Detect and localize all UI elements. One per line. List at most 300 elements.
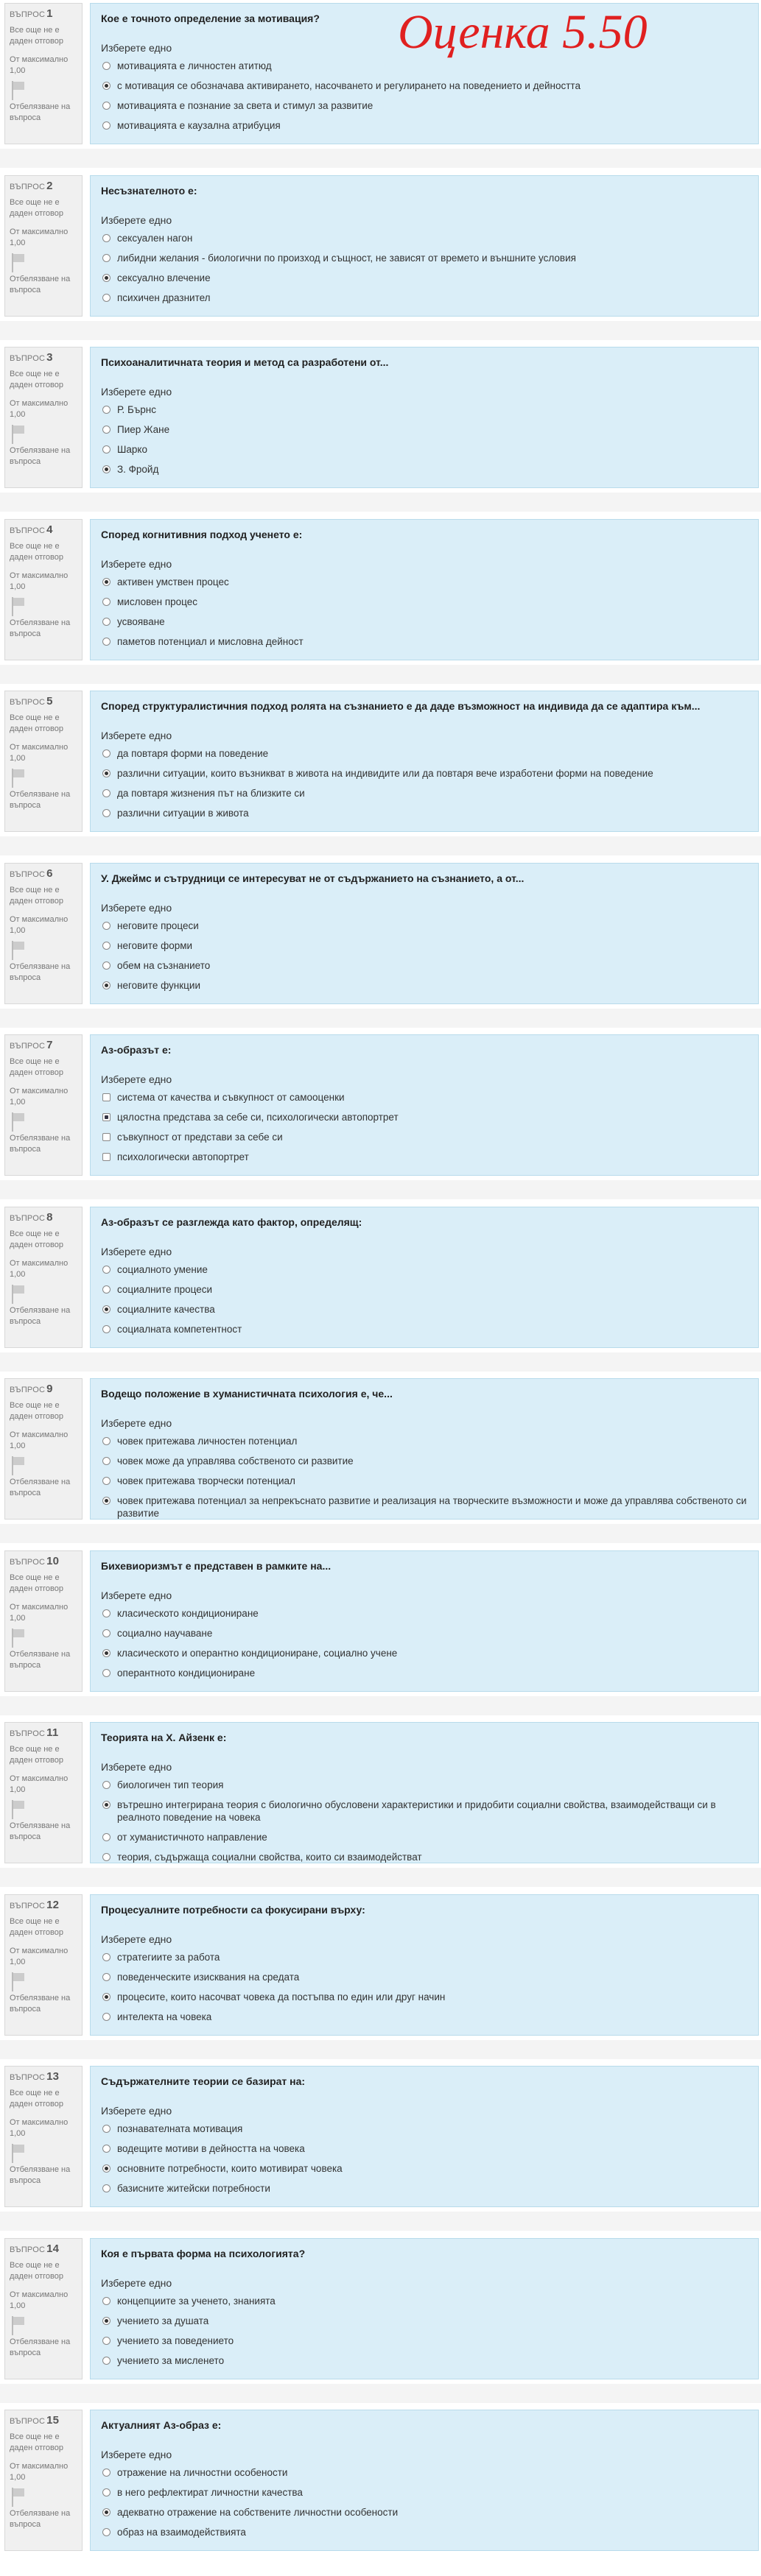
answer-list xyxy=(101,2466,748,2538)
question-number xyxy=(10,1727,77,1740)
flag-question-link[interactable]: Отбелязване на въпроса xyxy=(10,790,71,810)
radio-button[interactable] xyxy=(102,578,111,586)
question-max-grade: От максимално 1,00 xyxy=(10,2290,69,2310)
question-state: Все още не е даден отговор xyxy=(10,1057,63,1077)
answer-list xyxy=(101,1091,748,1163)
question-text: Според структуралистичния подход ролята на съзнанието е да даде възможност на индивида да се адаптира към... xyxy=(101,700,701,712)
question-number xyxy=(10,1040,77,1052)
answer-prompt: Изберете едно xyxy=(101,42,172,54)
answer-option[interactable] xyxy=(101,2142,748,2155)
question-separator xyxy=(0,1524,761,1543)
flag-icon[interactable] xyxy=(10,1628,26,1648)
answer-label: неговите процеси xyxy=(117,920,199,931)
radio-button[interactable] xyxy=(102,102,111,110)
flag-question-link[interactable]: Отбелязване на въпроса xyxy=(10,2165,71,2185)
answer-prompt: Изберете едно xyxy=(101,386,172,398)
answer-list xyxy=(101,1263,748,1335)
radio-button[interactable] xyxy=(102,274,111,282)
answer-option[interactable] xyxy=(101,2466,748,2479)
radio-button[interactable] xyxy=(102,1853,111,1861)
question-max-grade: От максимално 1,00 xyxy=(10,1947,69,1966)
answer-option[interactable] xyxy=(101,2122,748,2135)
answer-option[interactable] xyxy=(101,615,748,628)
answer-label: различни ситуации, които възникват в живота на индивидите или да повтаря вече изработени форми на поведение xyxy=(117,768,653,779)
flag-question-link[interactable]: Отбелязване на въпроса xyxy=(10,446,71,466)
answer-label: усвояване xyxy=(117,616,165,627)
answer-label: човек притежава потенциал за непрекъснато развитие и реализация на творческите възможности и може да управлява собственото си развитие xyxy=(117,1495,747,1519)
question-text: Кое е точното определение за мотивация? xyxy=(101,13,320,24)
answer-label: психологически автопортрет xyxy=(117,1151,249,1162)
answer-list xyxy=(101,1951,748,2023)
question-text: Теорията на Х. Айзенк е: xyxy=(101,1732,227,1743)
radio-button[interactable] xyxy=(102,1305,111,1313)
question-7 xyxy=(0,1031,761,1179)
radio-button[interactable] xyxy=(102,2528,111,2536)
radio-button[interactable] xyxy=(102,1266,111,1274)
question-9 xyxy=(0,1375,761,1522)
flag-question-link[interactable]: Отбелязване на въпроса xyxy=(10,1650,71,1670)
answer-prompt: Изберете едно xyxy=(101,730,172,741)
answer-prompt: Изберете едно xyxy=(101,558,172,570)
radio-button[interactable] xyxy=(102,1477,111,1485)
answer-prompt: Изберете едно xyxy=(101,2277,172,2289)
radio-button[interactable] xyxy=(102,426,111,434)
answer-option[interactable] xyxy=(101,2162,748,2175)
question-number xyxy=(10,2415,77,2427)
radio-button[interactable] xyxy=(102,769,111,777)
flag-icon[interactable] xyxy=(10,2144,26,2163)
answer-label: сексуално влечение xyxy=(117,272,211,283)
question-number-value: 10 xyxy=(46,1555,60,1567)
answer-label: адекватно отражение на собствените личностни особености xyxy=(117,2507,399,2518)
answer-option[interactable] xyxy=(101,2506,748,2519)
answer-label: оперантното кондициониране xyxy=(117,1668,256,1679)
flag-question-link[interactable]: Отбелязване на въпроса xyxy=(10,1306,71,1326)
radio-button[interactable] xyxy=(102,62,111,70)
flag-icon[interactable] xyxy=(10,2488,26,2507)
answer-option[interactable] xyxy=(101,1851,748,1863)
question-text: Съдържателните теории се базират на: xyxy=(101,2075,306,2087)
radio-button[interactable] xyxy=(102,234,111,242)
radio-button[interactable] xyxy=(102,2337,111,2345)
answer-option[interactable] xyxy=(101,1667,748,1679)
radio-button[interactable] xyxy=(102,1801,111,1809)
flag-icon[interactable] xyxy=(10,1972,26,1991)
question-number-value: 15 xyxy=(46,2414,60,2427)
answer-option[interactable] xyxy=(101,807,748,819)
answer-label: социално научаване xyxy=(117,1628,213,1639)
answer-option[interactable] xyxy=(101,576,748,588)
answer-label: сексуален нагон xyxy=(117,233,193,244)
question-13 xyxy=(0,2063,761,2210)
radio-button[interactable] xyxy=(102,809,111,817)
question-content xyxy=(90,691,759,832)
radio-button[interactable] xyxy=(102,121,111,130)
answer-label: водещите мотиви в дейността на човека xyxy=(117,2143,305,2154)
answer-label: учението за душата xyxy=(117,2315,209,2326)
answer-label: З. Фройд xyxy=(117,464,159,475)
question-number xyxy=(10,352,77,364)
question-max-grade: От максимално 1,00 xyxy=(10,915,69,935)
answer-option[interactable] xyxy=(101,1831,748,1843)
flag-question-link[interactable]: Отбелязване на въпроса xyxy=(10,2337,71,2357)
question-content xyxy=(90,1550,759,1692)
question-separator xyxy=(0,1180,761,1199)
question-number-value: 4 xyxy=(46,523,53,536)
question-state: Все още не е даден отговор xyxy=(10,2089,63,2109)
flag-question-link[interactable]: Отбелязване на въпроса xyxy=(10,102,71,122)
radio-button[interactable] xyxy=(102,445,111,454)
answer-prompt: Изберете едно xyxy=(101,1589,172,1601)
answer-list xyxy=(101,232,748,304)
question-max-grade: От максимално 1,00 xyxy=(10,55,69,75)
radio-button[interactable] xyxy=(102,1093,111,1101)
question-state: Все още не е даден отговор xyxy=(10,1229,63,1249)
question-text: У. Джеймс и сътрудници се интересуват не от съдържанието на съзнанието, а от... xyxy=(101,872,525,884)
question-content xyxy=(90,175,759,317)
question-word: ВЪПРОС xyxy=(10,698,46,707)
answer-option[interactable] xyxy=(101,959,748,972)
flag-icon[interactable] xyxy=(10,1800,26,1819)
flag-icon[interactable] xyxy=(10,425,26,444)
question-number xyxy=(10,1899,77,1912)
answer-prompt: Изберете едно xyxy=(101,1933,172,1945)
radio-button[interactable] xyxy=(102,1325,111,1333)
answer-option[interactable] xyxy=(101,2295,748,2307)
answer-prompt: Изберете едно xyxy=(101,1761,172,1773)
question-text: Коя е първата форма на психологията? xyxy=(101,2248,306,2259)
radio-button[interactable] xyxy=(102,2013,111,2021)
radio-button[interactable] xyxy=(102,1953,111,1961)
question-number-value: 1 xyxy=(46,7,53,20)
flag-icon[interactable] xyxy=(10,2316,26,2335)
question-separator xyxy=(0,2384,761,2403)
answer-option[interactable] xyxy=(101,1951,748,1963)
answer-label: мотивацията е познание за света и стимул за развитие xyxy=(117,100,374,111)
radio-button[interactable] xyxy=(102,1497,111,1505)
radio-button[interactable] xyxy=(102,638,111,646)
question-info-panel xyxy=(4,3,83,144)
question-word: ВЪПРОС xyxy=(10,526,46,535)
radio-button[interactable] xyxy=(102,2508,111,2516)
question-max-grade: От максимално 1,00 xyxy=(10,571,69,591)
question-content xyxy=(90,1722,759,1863)
flag-icon[interactable] xyxy=(10,1285,26,1304)
answer-label: отражение на личностни особености xyxy=(117,2467,288,2478)
radio-button[interactable] xyxy=(102,922,111,930)
question-info-panel xyxy=(4,347,83,488)
question-text: Психоаналитичната теория и метод са разработени от... xyxy=(101,356,389,368)
question-max-grade: От максимално 1,00 xyxy=(10,1430,69,1450)
question-number xyxy=(10,868,77,881)
question-state: Все още не е даден отговор xyxy=(10,1401,63,1421)
question-info-panel xyxy=(4,519,83,660)
answer-option[interactable] xyxy=(101,1971,748,1983)
answer-prompt: Изберете едно xyxy=(101,214,172,226)
answer-label: Шарко xyxy=(117,444,147,455)
answer-option[interactable] xyxy=(101,292,748,304)
answer-option[interactable] xyxy=(101,1475,748,1487)
answer-label: да повтаря жизнения път на близките си xyxy=(117,788,305,799)
answer-label: съвкупност от представи за себе си xyxy=(117,1132,283,1143)
radio-button[interactable] xyxy=(102,2145,111,2153)
question-separator xyxy=(0,2040,761,2059)
answer-label: Р. Бърнс xyxy=(117,404,156,415)
answer-option[interactable] xyxy=(101,787,748,800)
answer-option[interactable] xyxy=(101,232,748,244)
radio-button[interactable] xyxy=(102,1781,111,1789)
radio-button[interactable] xyxy=(102,1609,111,1617)
answer-option[interactable] xyxy=(101,1647,748,1659)
question-number-value: 7 xyxy=(46,1039,53,1051)
question-number-value: 13 xyxy=(46,2070,60,2083)
question-number-value: 8 xyxy=(46,1211,53,1224)
question-text: Процесуалните потребности са фокусирани върху: xyxy=(101,1904,365,1916)
radio-button[interactable] xyxy=(102,598,111,606)
question-info-panel xyxy=(4,691,83,832)
answer-option[interactable] xyxy=(101,272,748,284)
flag-question-link[interactable]: Отбелязване на въпроса xyxy=(10,275,71,294)
question-separator xyxy=(0,665,761,684)
flag-question-link[interactable]: Отбелязване на въпроса xyxy=(10,1994,71,2014)
answer-label: от хуманистичното направление xyxy=(117,1832,267,1843)
answer-option[interactable] xyxy=(101,2315,748,2327)
answer-label: в него рефлектират личностни качества xyxy=(117,2487,303,2498)
flag-icon[interactable] xyxy=(10,253,26,272)
flag-question-link[interactable]: Отбелязване на въпроса xyxy=(10,618,71,638)
answer-option[interactable] xyxy=(101,1263,748,1276)
radio-button[interactable] xyxy=(102,1669,111,1677)
question-number-value: 3 xyxy=(46,351,53,364)
flag-question-link[interactable]: Отбелязване на въпроса xyxy=(10,1478,71,1497)
question-state: Все още не е даден отговор xyxy=(10,886,63,906)
answer-list xyxy=(101,1607,748,1679)
answer-option[interactable] xyxy=(101,1303,748,1316)
answer-prompt: Изберете едно xyxy=(101,1073,172,1085)
radio-button[interactable] xyxy=(102,1133,111,1141)
question-max-grade: От максимално 1,00 xyxy=(10,227,69,247)
flag-icon[interactable] xyxy=(10,1112,26,1132)
answer-label: стратегиите за работа xyxy=(117,1952,220,1963)
flag-icon[interactable] xyxy=(10,941,26,960)
question-info-panel xyxy=(4,175,83,317)
question-content xyxy=(90,519,759,660)
question-number xyxy=(10,8,77,21)
flag-question-link[interactable]: Отбелязване на въпроса xyxy=(10,2509,71,2529)
answer-option[interactable] xyxy=(101,939,748,952)
question-number xyxy=(10,180,77,193)
radio-button[interactable] xyxy=(102,961,111,970)
answer-option[interactable] xyxy=(101,1435,748,1447)
radio-button[interactable] xyxy=(102,2469,111,2477)
question-number xyxy=(10,524,77,537)
question-separator xyxy=(0,1009,761,1028)
radio-button[interactable] xyxy=(102,2164,111,2173)
answer-option[interactable] xyxy=(101,463,748,476)
radio-button[interactable] xyxy=(102,1649,111,1657)
radio-button[interactable] xyxy=(102,2317,111,2325)
question-max-grade: От максимално 1,00 xyxy=(10,1603,69,1623)
question-info-panel xyxy=(4,863,83,1004)
radio-button[interactable] xyxy=(102,465,111,473)
answer-list xyxy=(101,2122,748,2195)
question-separator xyxy=(0,493,761,512)
answer-option[interactable] xyxy=(101,2486,748,2499)
answer-label: познавателната мотивация xyxy=(117,2123,243,2134)
question-word: ВЪПРОС xyxy=(10,1902,46,1910)
flag-icon[interactable] xyxy=(10,1456,26,1475)
answer-option[interactable] xyxy=(101,2354,748,2367)
question-14 xyxy=(0,2235,761,2382)
answer-option[interactable] xyxy=(101,443,748,456)
radio-button[interactable] xyxy=(102,2488,111,2496)
radio-button[interactable] xyxy=(102,294,111,302)
answer-label: човек притежава личностен потенциал xyxy=(117,1436,298,1447)
answer-option[interactable] xyxy=(101,403,748,416)
question-8 xyxy=(0,1204,761,1351)
question-separator xyxy=(0,2212,761,2231)
question-info-panel xyxy=(4,1722,83,1863)
answer-option[interactable] xyxy=(101,99,748,112)
answer-label: цялостна представа за себе си, психологически автопортрет xyxy=(117,1112,399,1123)
answer-option[interactable] xyxy=(101,1627,748,1640)
answer-option[interactable] xyxy=(101,2182,748,2195)
question-separator xyxy=(0,1696,761,1715)
radio-button[interactable] xyxy=(102,1993,111,2001)
radio-button[interactable] xyxy=(102,2184,111,2192)
radio-button[interactable] xyxy=(102,82,111,90)
radio-button[interactable] xyxy=(102,749,111,758)
question-info-panel xyxy=(4,1378,83,1520)
answer-option[interactable] xyxy=(101,635,748,648)
answer-option[interactable] xyxy=(101,1283,748,1296)
question-text: Актуалният Аз-образ е: xyxy=(101,2419,222,2431)
radio-button[interactable] xyxy=(102,1457,111,1465)
flag-question-link[interactable]: Отбелязване на въпроса xyxy=(10,962,71,982)
answer-label: класическото и оперантно кондициониране, социално учене xyxy=(117,1648,398,1659)
answer-list xyxy=(101,1779,748,1863)
answer-label: социалните процеси xyxy=(117,1284,213,1295)
question-number-value: 12 xyxy=(46,1899,60,1911)
answer-option[interactable] xyxy=(101,252,748,264)
radio-button[interactable] xyxy=(102,406,111,414)
question-content xyxy=(90,2410,759,2551)
question-content xyxy=(90,2238,759,2379)
question-word: ВЪПРОС xyxy=(10,1214,46,1223)
question-word: ВЪПРОС xyxy=(10,2073,46,2082)
radio-button[interactable] xyxy=(102,1629,111,1637)
answer-prompt: Изберете едно xyxy=(101,1417,172,1429)
question-content xyxy=(90,1034,759,1176)
flag-icon[interactable] xyxy=(10,81,26,100)
radio-button[interactable] xyxy=(102,254,111,262)
radio-button[interactable] xyxy=(102,2297,111,2305)
answer-label: система от качества и съвкупност от самооценки xyxy=(117,1092,345,1103)
answer-label: различни ситуации в живота xyxy=(117,808,249,819)
flag-question-link[interactable]: Отбелязване на въпроса xyxy=(10,1134,71,1154)
question-text: Бихевиоризмът е представен в рамките на... xyxy=(101,1560,332,1572)
question-number-value: 11 xyxy=(46,1726,59,1739)
answer-option[interactable] xyxy=(101,1779,748,1791)
radio-button[interactable] xyxy=(102,981,111,989)
answer-option[interactable] xyxy=(101,1799,748,1824)
question-10 xyxy=(0,1548,761,1695)
radio-button[interactable] xyxy=(102,1973,111,1981)
radio-button[interactable] xyxy=(102,789,111,797)
radio-button[interactable] xyxy=(102,942,111,950)
answer-label: учението за поведението xyxy=(117,2335,234,2346)
question-number xyxy=(10,696,77,708)
question-word: ВЪПРОС xyxy=(10,183,46,191)
answer-option[interactable] xyxy=(101,1607,748,1620)
question-word: ВЪПРОС xyxy=(10,10,46,19)
answer-option[interactable] xyxy=(101,1091,748,1104)
answer-option[interactable] xyxy=(101,119,748,132)
answer-option[interactable] xyxy=(101,1323,748,1335)
question-info-panel xyxy=(4,1894,83,2036)
radio-button[interactable] xyxy=(102,1833,111,1841)
answer-list xyxy=(101,1435,748,1520)
question-text: Несъзнателното е: xyxy=(101,185,197,197)
question-separator xyxy=(0,1868,761,1887)
question-text: Водещо положение в хуманистичната психология е, че... xyxy=(101,1388,393,1400)
answer-option[interactable] xyxy=(101,1131,748,1143)
answer-option[interactable] xyxy=(101,80,748,92)
question-content xyxy=(90,347,759,488)
radio-button[interactable] xyxy=(102,1285,111,1294)
answer-option[interactable] xyxy=(101,767,748,780)
flag-icon[interactable] xyxy=(10,597,26,616)
answer-option[interactable] xyxy=(101,596,748,608)
answer-label: биологичен тип теория xyxy=(117,1779,224,1790)
answer-prompt: Изберете едно xyxy=(101,2449,172,2460)
question-max-grade: От максимално 1,00 xyxy=(10,743,69,763)
radio-button[interactable] xyxy=(102,618,111,626)
answer-option[interactable] xyxy=(101,1455,748,1467)
radio-button[interactable] xyxy=(102,1153,111,1161)
answer-option[interactable] xyxy=(101,1111,748,1123)
answer-option[interactable] xyxy=(101,423,748,436)
question-number xyxy=(10,1556,77,1568)
radio-button[interactable] xyxy=(102,1437,111,1445)
answer-label: обем на съзнанието xyxy=(117,960,211,971)
answer-option[interactable] xyxy=(101,747,748,760)
question-state: Все още не е даден отговор xyxy=(10,26,63,46)
radio-button[interactable] xyxy=(102,2125,111,2133)
answer-option[interactable] xyxy=(101,1151,748,1163)
answer-option[interactable] xyxy=(101,2335,748,2347)
radio-button[interactable] xyxy=(102,1113,111,1121)
question-state: Все още не е даден отговор xyxy=(10,1573,63,1593)
question-state: Все още не е даден отговор xyxy=(10,2432,63,2452)
answer-label: Пиер Жане xyxy=(117,424,170,435)
question-number-value: 6 xyxy=(46,867,53,880)
radio-button[interactable] xyxy=(102,2357,111,2365)
answer-option[interactable] xyxy=(101,920,748,932)
answer-prompt: Изберете едно xyxy=(101,1246,172,1257)
question-content xyxy=(90,1894,759,2036)
answer-option[interactable] xyxy=(101,2011,748,2023)
flag-question-link[interactable]: Отбелязване на въпроса xyxy=(10,1821,71,1841)
answer-option[interactable] xyxy=(101,979,748,992)
question-state: Все още не е даден отговор xyxy=(10,370,63,389)
answer-option[interactable] xyxy=(101,1495,748,1520)
question-word: ВЪПРОС xyxy=(10,2417,46,2426)
answer-label: класическото кондициониране xyxy=(117,1608,259,1619)
answer-option[interactable] xyxy=(101,1991,748,2003)
answer-option[interactable] xyxy=(101,2526,748,2538)
flag-icon[interactable] xyxy=(10,769,26,788)
